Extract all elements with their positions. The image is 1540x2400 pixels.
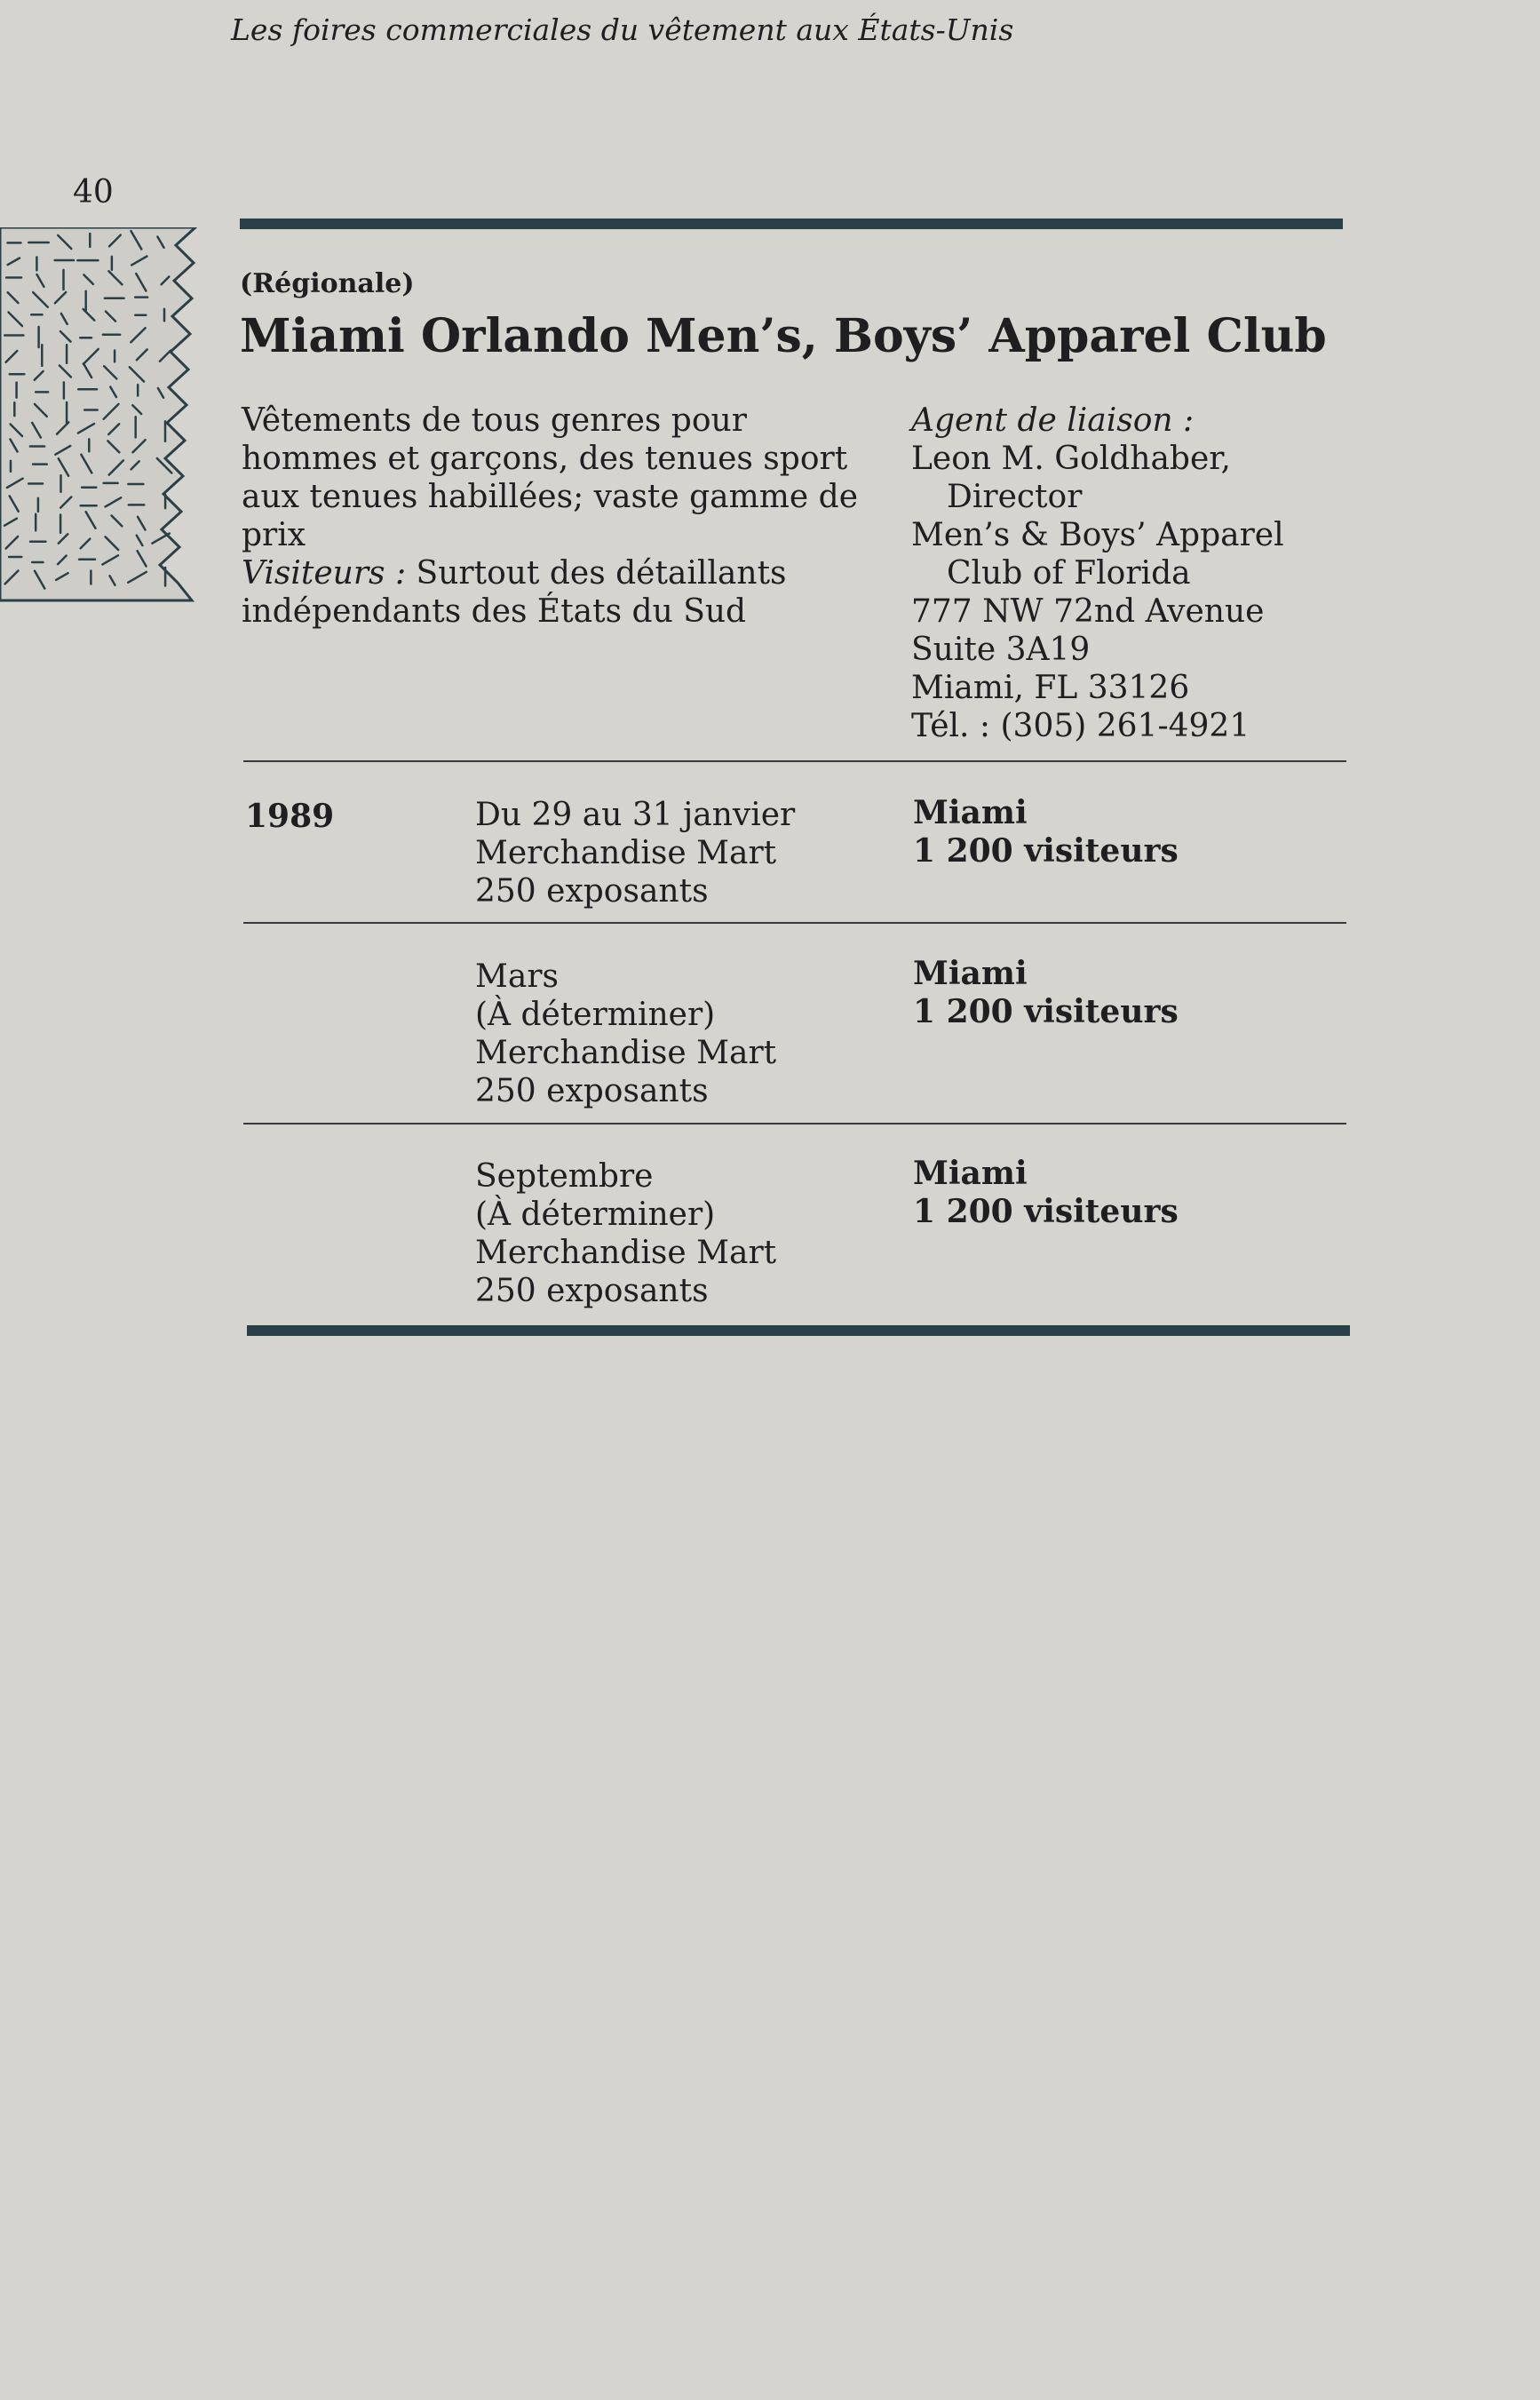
description-line: aux tenues habillées; vaste gamme de — [242, 479, 859, 515]
decorative-hatch-pattern — [0, 227, 197, 602]
event-city: Miami — [913, 955, 1028, 992]
divider — [243, 1123, 1346, 1125]
event-year: 1989 — [245, 798, 335, 835]
event-venue: Merchandise Mart — [475, 835, 777, 871]
description-line: prix — [242, 517, 306, 553]
event-exhibitors: 250 exposants — [475, 1273, 709, 1309]
event-city: Miami — [913, 794, 1028, 831]
region-tag: (Régionale) — [240, 268, 415, 299]
event-details — [475, 1157, 776, 1310]
event-visitors: 1 200 visiteurs — [913, 1193, 1179, 1230]
contact-name: Leon M. Goldhaber, — [911, 441, 1231, 477]
event-venue: Merchandise Mart — [475, 1235, 777, 1271]
page-number: 40 — [73, 174, 114, 211]
top-rule — [240, 219, 1343, 229]
divider — [243, 760, 1346, 762]
visitors-line — [242, 554, 858, 592]
contact-title: Director — [947, 479, 1083, 515]
event-exhibitors: 250 exposants — [475, 1073, 709, 1109]
contact-phone: Tél. : (305) 261-4921 — [911, 708, 1250, 744]
contact-label: Agent de liaison : — [911, 402, 1195, 439]
bottom-rule — [247, 1325, 1350, 1336]
event-date: Mars — [475, 958, 560, 995]
visitors-text: Surtout des détaillants — [416, 555, 787, 592]
event-city: Miami — [913, 1155, 1028, 1192]
event-details — [475, 796, 795, 910]
event-venue: Merchandise Mart — [475, 1035, 777, 1071]
event-date: Du 29 au 31 janvier — [475, 797, 796, 833]
visitors-text-continued: indépendants des États du Sud — [242, 593, 747, 630]
event-location — [913, 794, 1179, 870]
contact-block — [911, 401, 1284, 745]
divider — [243, 922, 1346, 924]
event-visitors: 1 200 visiteurs — [913, 832, 1179, 870]
contact-city: Miami, FL 33126 — [911, 670, 1190, 706]
event-date: Septembre — [475, 1158, 654, 1195]
description-line: hommes et garçons, des tenues sport — [242, 441, 848, 477]
fair-description — [242, 401, 858, 631]
visitors-label: Visiteurs : — [242, 555, 407, 592]
event-location — [913, 1155, 1179, 1231]
fair-title: Miami Orlando Men’s, Boys’ Apparel Club — [240, 309, 1327, 363]
event-visitors: 1 200 visiteurs — [913, 993, 1179, 1030]
running-head: Les foires commerciales du vêtement aux États-Unis — [231, 12, 1014, 47]
event-exhibitors: 250 exposants — [475, 873, 709, 910]
event-date-note: (À déterminer) — [475, 1196, 716, 1233]
contact-address: 777 NW 72nd Avenue — [911, 593, 1265, 630]
event-date-note: (À déterminer) — [475, 997, 716, 1033]
event-location — [913, 955, 1179, 1031]
contact-org: Men’s & Boys’ Apparel — [911, 517, 1284, 553]
event-details — [475, 958, 776, 1110]
contact-suite: Suite 3A19 — [911, 632, 1091, 668]
description-line: Vêtements de tous genres pour — [242, 402, 747, 439]
contact-org-continued: Club of Florida — [947, 555, 1191, 592]
